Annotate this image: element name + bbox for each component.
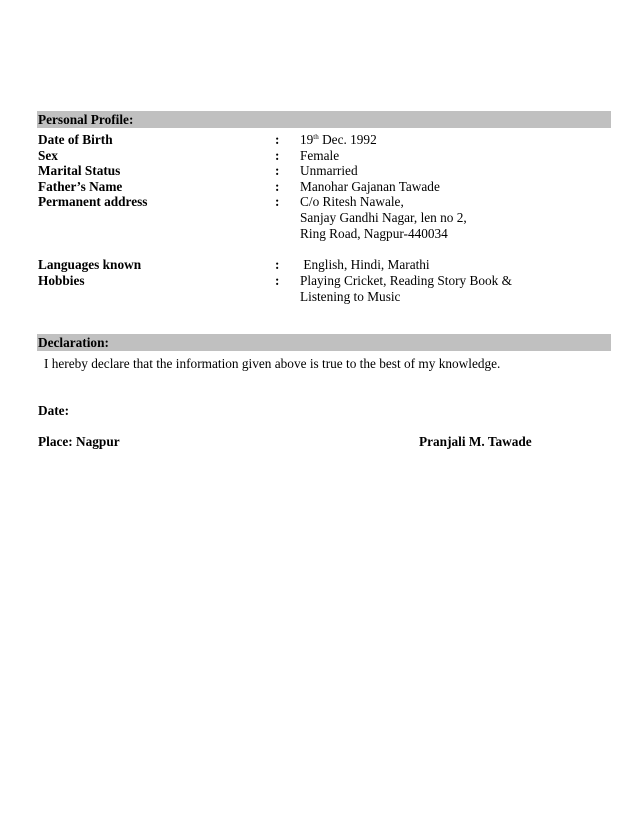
profile-value: Listening to Music [300,289,401,304]
signature-name: Pranjali M. Tawade [419,434,532,449]
profile-colon: : [275,163,280,178]
profile-value: Manohar Gajanan Tawade [300,179,440,194]
profile-value [300,132,377,148]
profile-colon: : [275,179,280,194]
profile-colon: : [275,148,280,163]
place-label: Place: Nagpur [38,434,120,449]
profile-value: English, Hindi, Marathi [300,257,430,272]
profile-label: Father’s Name [38,179,123,194]
profile-colon: : [275,132,280,147]
dob-rest: Dec. 1992 [318,132,377,147]
profile-value: Unmarried [300,163,358,178]
dob-day: 19 [300,132,314,147]
profile-value: C/o Ritesh Nawale, [300,194,404,209]
profile-label: Date of Birth [38,132,113,147]
profile-label: Hobbies [38,273,85,288]
profile-value: Ring Road, Nagpur-440034 [300,226,448,241]
profile-colon: : [275,257,280,272]
personal-profile-heading: Personal Profile: [37,111,611,128]
declaration-text: I hereby declare that the information given above is true to the best of my knowledge. [44,356,501,371]
date-label: Date: [38,403,70,418]
declaration-heading: Declaration: [37,334,611,351]
profile-value: Female [300,148,340,163]
profile-colon: : [275,273,280,288]
profile-value: Sanjay Gandhi Nagar, len no 2, [300,210,467,225]
profile-label: Languages known [38,257,142,272]
profile-colon: : [275,194,280,209]
profile-label: Sex [38,148,58,163]
profile-value: Playing Cricket, Reading Story Book & [300,273,512,288]
profile-label: Marital Status [38,163,121,178]
dob-day-suffix: th [313,133,319,141]
profile-label: Permanent address [38,194,148,209]
